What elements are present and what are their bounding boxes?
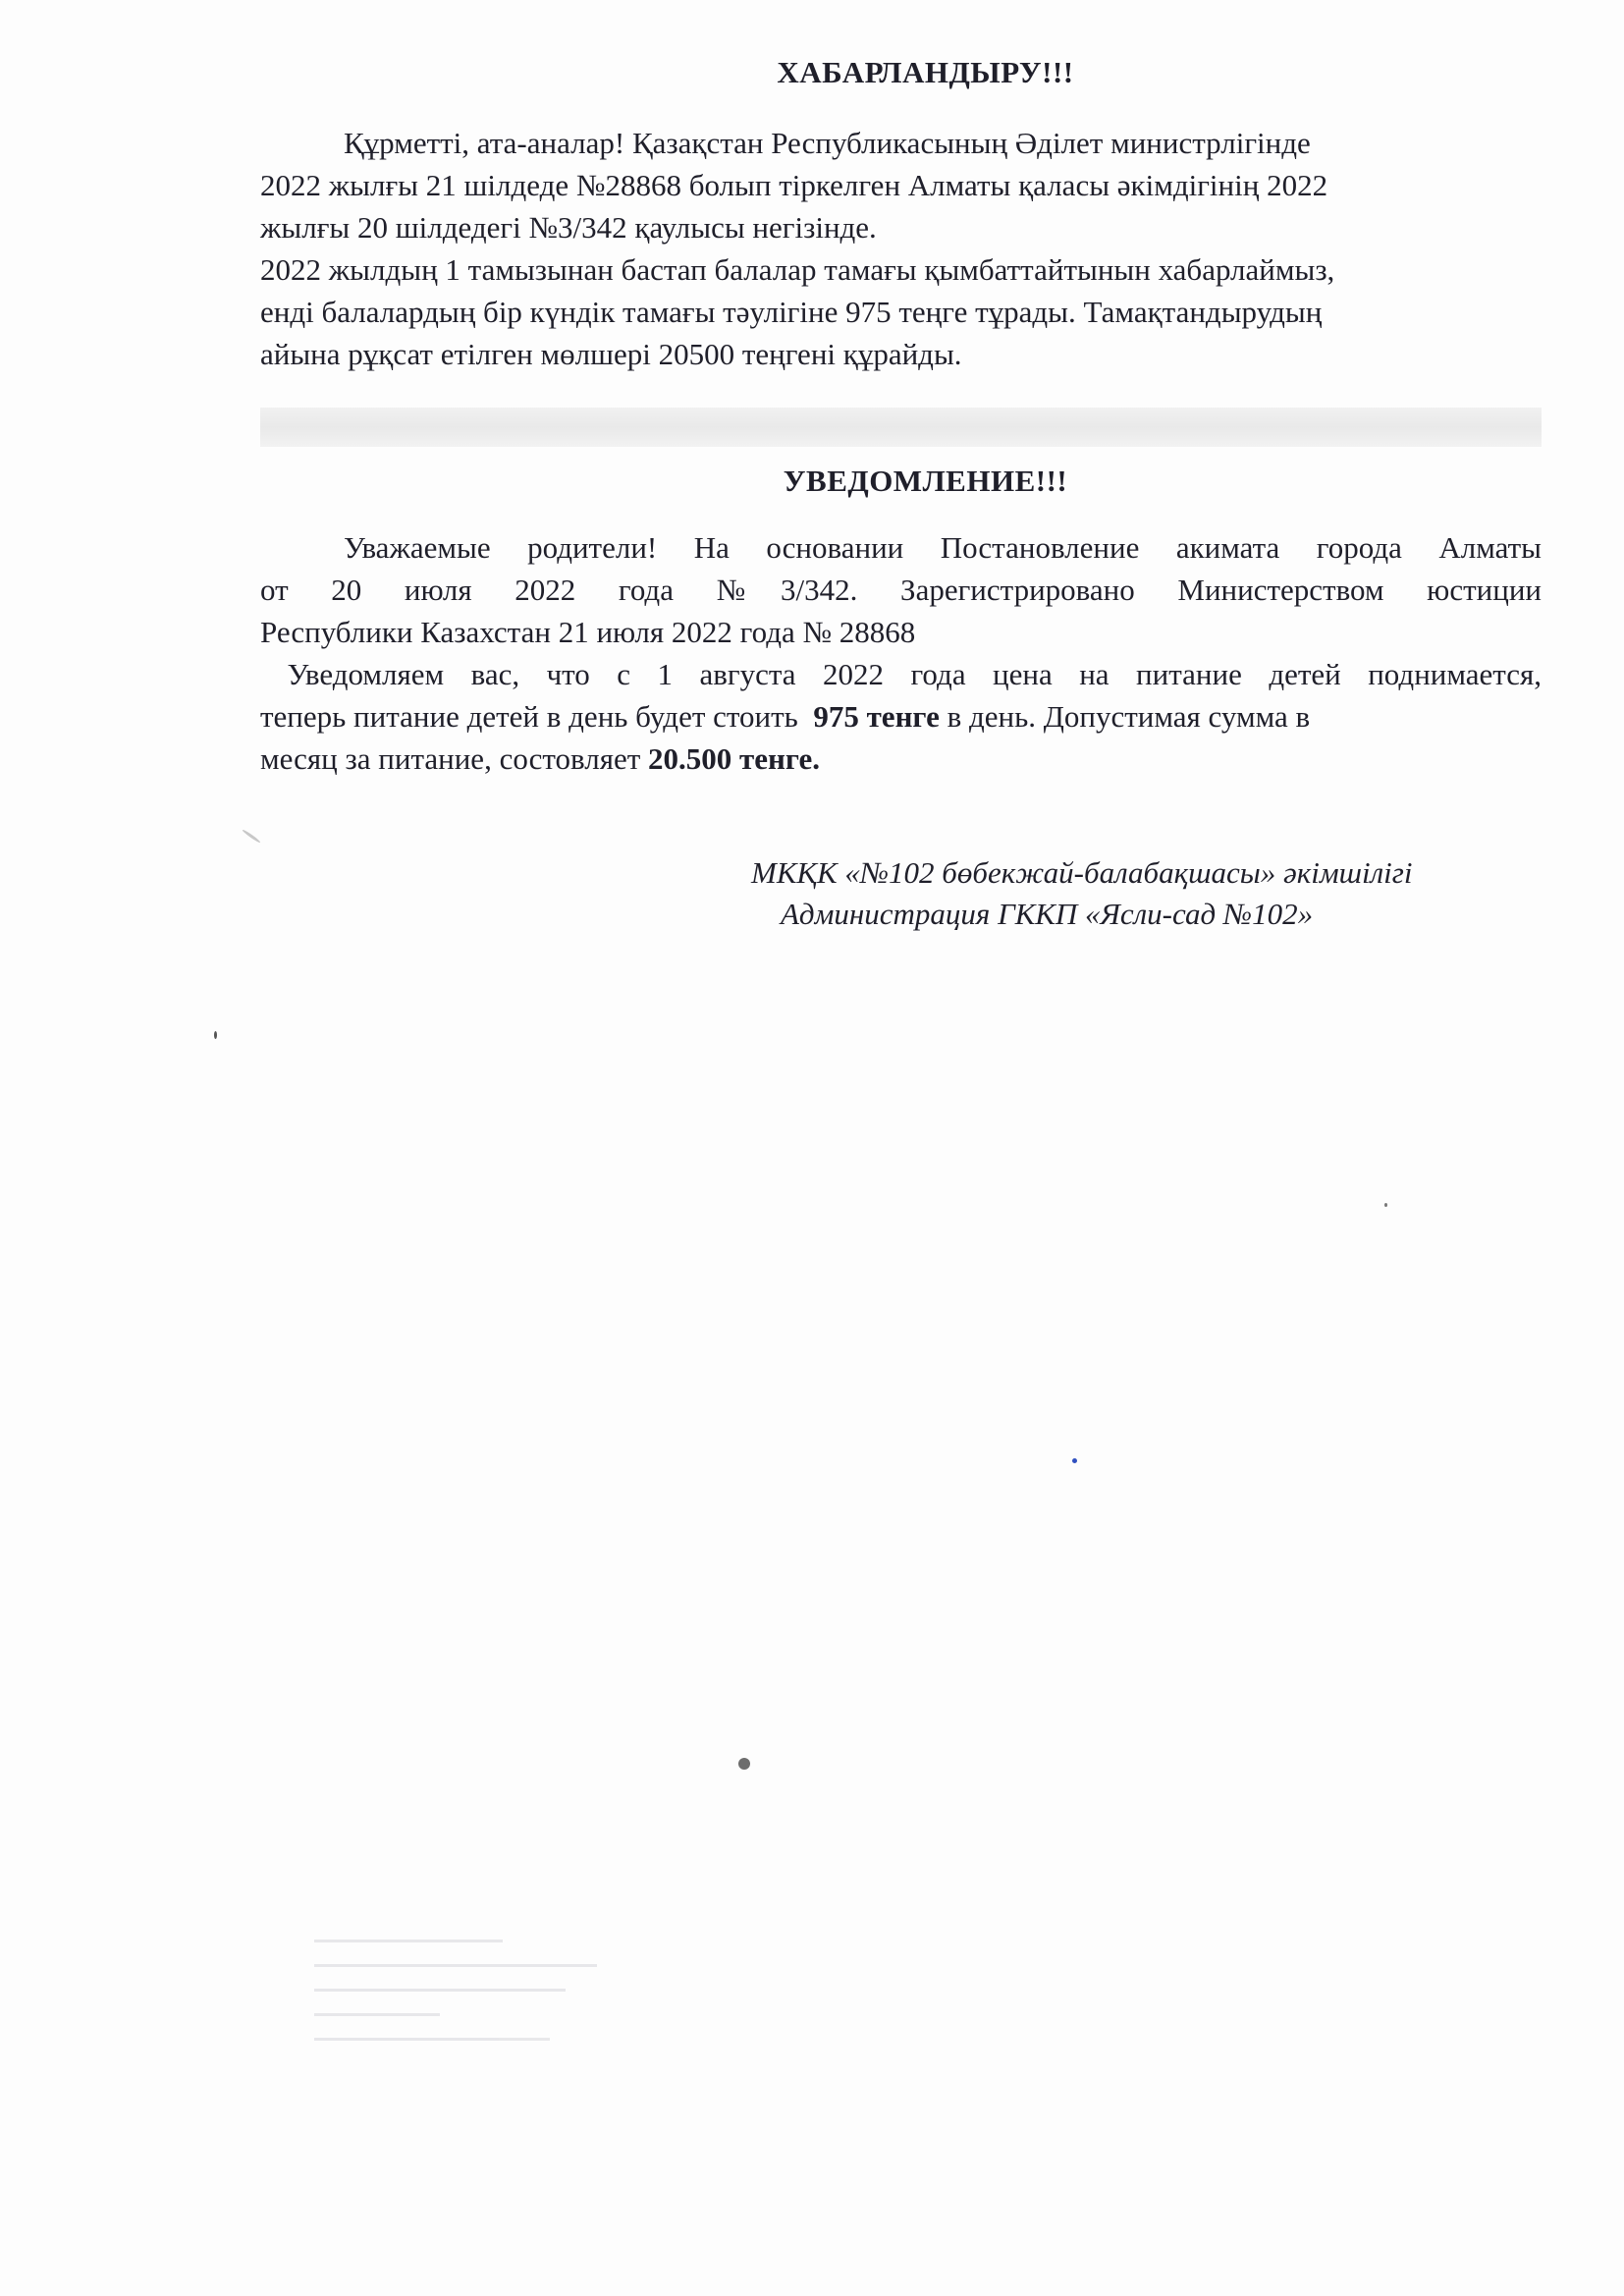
russian-body bbox=[260, 526, 1542, 780]
scan-speck bbox=[242, 829, 261, 844]
russian-line-6-text: месяц за питание, состовляет bbox=[260, 741, 649, 776]
russian-line-4: Уведомляем вас, что с 1 августа 2022 года цена на питание детей поднимается, bbox=[260, 657, 1542, 691]
russian-line-3: Республики Казахстан 21 июля 2022 года № 28868 bbox=[260, 615, 916, 649]
kazakh-heading: ХАБАРЛАНДЫРУ!!! bbox=[777, 55, 1074, 89]
russian-line-5-tail: в день. Допустимая сумма в bbox=[939, 699, 1311, 734]
kazakh-line-2: 2022 жылғы 21 шілдеде №28868 болып тіркелген Алматы қаласы әкімдігінің 2022 bbox=[260, 168, 1328, 202]
signature-russian: Администрация ГККП «Ясли-сад №102» bbox=[781, 897, 1314, 931]
scan-speck bbox=[1384, 1203, 1387, 1207]
kazakh-line-3: жылғы 20 шілдедегі №3/342 қаулысы негізінде. bbox=[260, 210, 877, 245]
kazakh-line-6: айына рұқсат етілген мөлшері 20500 теңгені құрайды. bbox=[260, 337, 962, 371]
kazakh-line-1: Құрметті, ата-аналар! Қазақстан Республикасының Әділет министрлігінде bbox=[344, 126, 1311, 160]
signature-block bbox=[751, 852, 1556, 935]
kazakh-line-4: 2022 жылдың 1 тамызынан бастап балалар тамағы қымбаттайтынын хабарлаймыз, bbox=[260, 252, 1335, 287]
russian-line-5-text: теперь питание детей в день будет стоить bbox=[260, 699, 814, 734]
scan-speck bbox=[214, 1031, 217, 1039]
russian-line-2: от 20 июля 2022 года №3/342. Зарегистрировано Министерством юстиции bbox=[260, 573, 1542, 607]
kazakh-line-5: енді балалардың бір күндік тамағы тәулігіне 975 теңге тұрады. Тамақтандырудың bbox=[260, 295, 1323, 329]
price-per-day: 975 тенге bbox=[813, 699, 940, 734]
faint-stamp-bleed bbox=[314, 1940, 628, 2175]
russian-line-5 bbox=[260, 695, 1542, 738]
russian-line-1: Уважаемые родители! На основании Постановление акимата города Алматы bbox=[344, 530, 1542, 565]
russian-heading: УВЕДОМЛЕНИЕ!!! bbox=[783, 464, 1068, 498]
scan-speck bbox=[738, 1758, 750, 1770]
kazakh-body bbox=[260, 122, 1542, 375]
scan-speck bbox=[1072, 1458, 1077, 1463]
scan-gray-band bbox=[260, 408, 1542, 447]
russian-line-6 bbox=[260, 738, 1542, 780]
monthly-amount: 20.500 тенге. bbox=[648, 741, 821, 776]
signature-kazakh: МКҚК «№102 бөбекжай-балабақшасы» әкімшілігі bbox=[751, 855, 1413, 890]
